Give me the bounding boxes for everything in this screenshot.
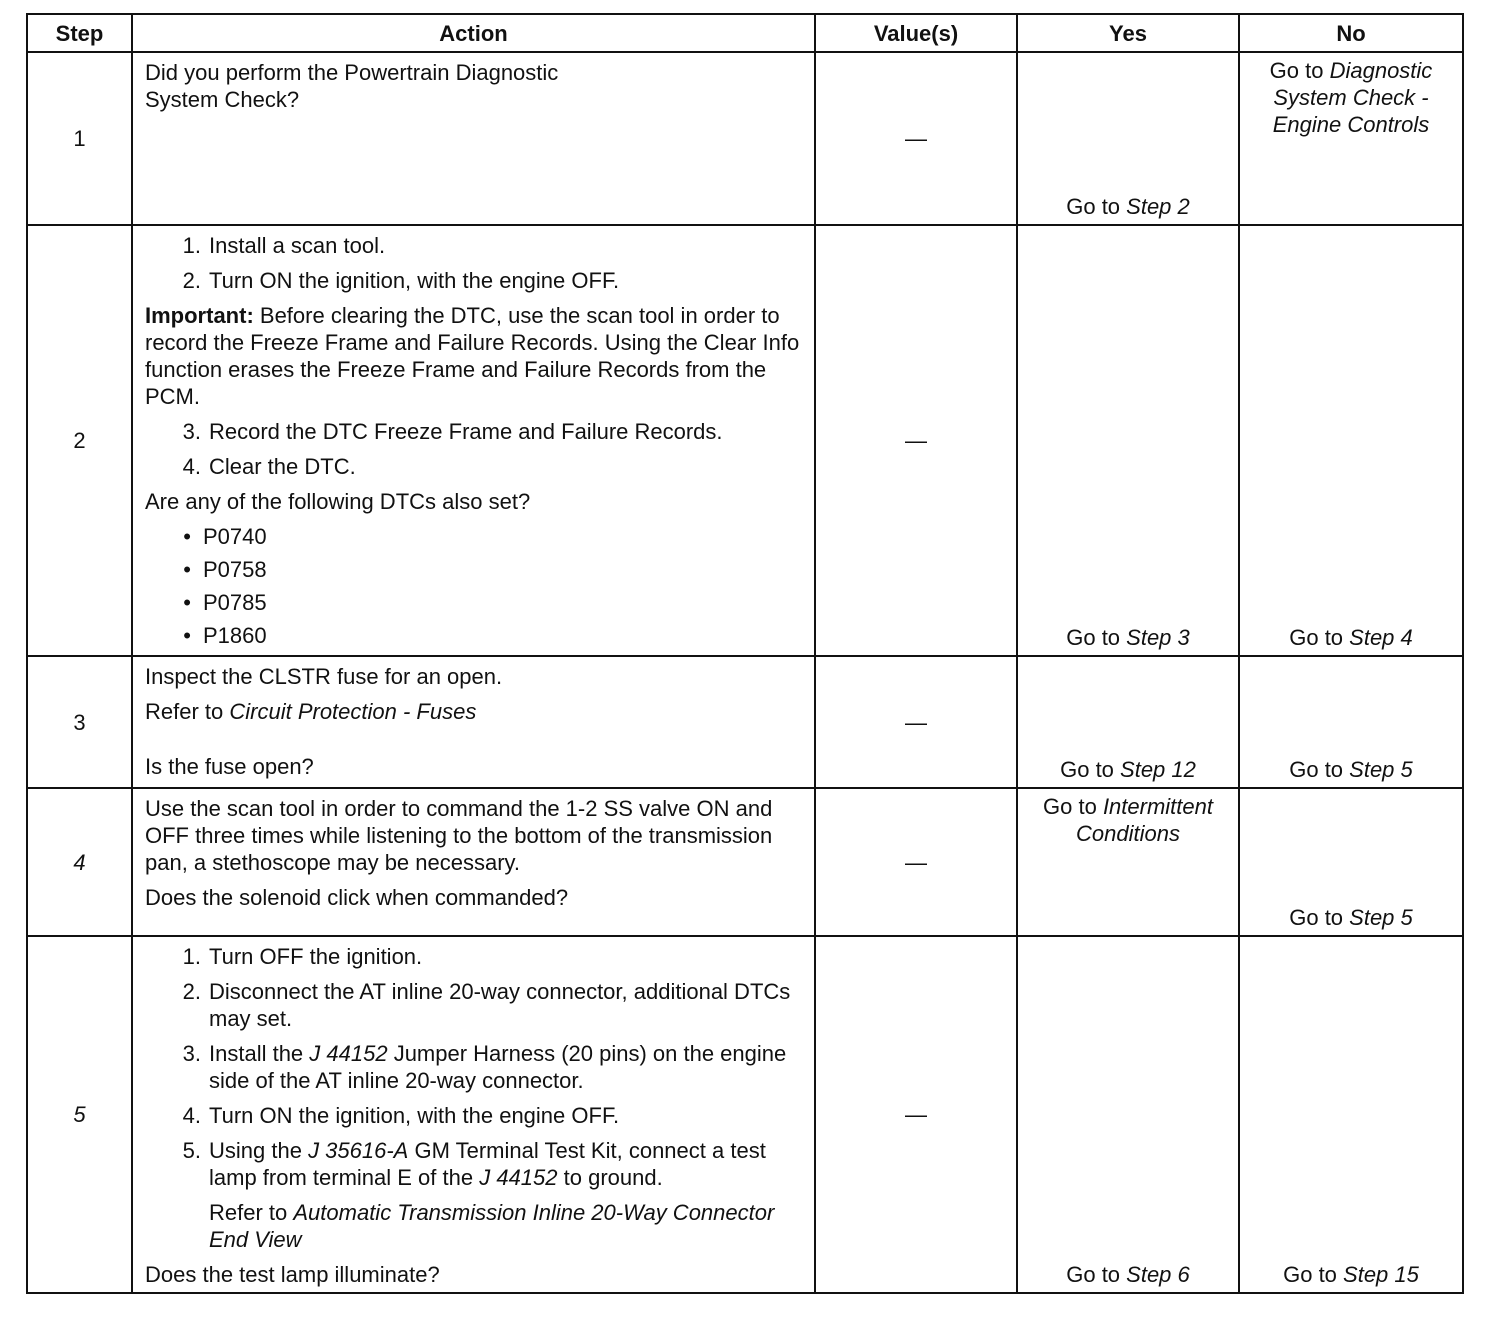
step-number: 4 <box>27 788 132 936</box>
question: Does the test lamp illuminate? <box>145 1262 440 1287</box>
list-item: 3. Record the DTC Freeze Frame and Failure Records. <box>182 419 723 444</box>
action-cell <box>132 52 815 225</box>
tool-ref: J 44152 <box>479 1165 558 1190</box>
header-action: Action <box>132 14 815 52</box>
bullet-item: • P0785 <box>183 590 267 615</box>
list-item: 1. Turn OFF the ignition. <box>182 944 423 969</box>
no-cell: Go to Step 4 <box>1239 225 1463 656</box>
value-cell: — <box>815 788 1017 936</box>
yes-link[interactable]: Intermittent Conditions <box>1076 794 1213 846</box>
value-cell: — <box>815 225 1017 656</box>
refer-line: Refer to Automatic Transmission Inline 20-Way Connector End View <box>209 1200 775 1252</box>
yes-link[interactable]: Step 6 <box>1126 1262 1190 1287</box>
no-cell: Go to Step 5 <box>1239 656 1463 788</box>
step-number: 3 <box>27 656 132 788</box>
yes-link[interactable]: Step 2 <box>1126 194 1190 219</box>
diagnostic-table <box>26 13 1464 1294</box>
list-item: 4. Turn ON the ignition, with the engine OFF. <box>182 1103 620 1128</box>
value-cell: — <box>815 52 1017 225</box>
value-cell: — <box>815 936 1017 1293</box>
bullet-item: • P1860 <box>183 623 267 648</box>
important-label: Important: <box>145 303 254 328</box>
refer-line: Refer to Circuit Protection - Fuses <box>145 699 477 724</box>
bullet-item: • P0740 <box>183 524 267 549</box>
yes-cell: Go to Step 12 <box>1017 656 1239 788</box>
value-cell: — <box>815 656 1017 788</box>
header-step: Step <box>27 14 132 52</box>
yes-prefix: Go to <box>1066 194 1127 219</box>
yes-cell <box>1017 52 1239 225</box>
action-text: Did you perform the Powertrain Diagnostic System Check? <box>145 60 559 112</box>
table-row <box>27 52 1463 225</box>
question: Does the solenoid click when commanded? <box>145 885 569 910</box>
yes-link[interactable]: Step 12 <box>1120 757 1196 782</box>
tool-ref: J 44152 <box>309 1041 388 1066</box>
question: Are any of the following DTCs also set? <box>145 489 531 514</box>
table-row <box>27 656 1463 788</box>
table-row <box>27 788 1463 936</box>
table-row <box>27 936 1463 1293</box>
list-item: 5. Using the J 35616-A GM Terminal Test Kit, connect a test lamp from terminal E of the J 44152 to ground. <box>182 1138 766 1190</box>
tool-ref: J 35616-A <box>308 1138 409 1163</box>
step-number: 1 <box>27 52 132 225</box>
no-link[interactable]: Step 4 <box>1349 625 1413 650</box>
list-item: 4. Clear the DTC. <box>182 454 356 479</box>
header-yes: Yes <box>1017 14 1239 52</box>
no-cell: Go to Step 5 <box>1239 788 1463 936</box>
no-cell <box>1239 52 1463 225</box>
header-row <box>27 14 1463 52</box>
no-link[interactable]: Step 5 <box>1349 757 1413 782</box>
question: Is the fuse open? <box>145 754 314 779</box>
action-cell <box>132 225 815 656</box>
action-cell <box>132 936 815 1293</box>
important-text: Before clearing the DTC, use the scan tool in order to record the Freeze Frame and Failure Records. Using the Clear Info function erases the Freeze Frame and Failure Records from the PCM. <box>145 303 800 409</box>
refer-link[interactable]: Circuit Protection - Fuses <box>229 699 477 724</box>
yes-cell: Go to Step 3 <box>1017 225 1239 656</box>
refer-link[interactable]: Automatic Transmission Inline 20-Way Connector End View <box>209 1200 775 1252</box>
yes-cell: Go to Intermittent Conditions <box>1017 788 1239 936</box>
header-no: No <box>1239 14 1463 52</box>
no-link[interactable]: Diagnostic System Check - Engine Controls <box>1272 58 1433 137</box>
list-item: 1. Install a scan tool. <box>182 233 386 258</box>
no-cell: Go to Step 15 <box>1239 936 1463 1293</box>
yes-cell: Go to Step 6 <box>1017 936 1239 1293</box>
action-cell: Use the scan tool in order to command the 1-2 SS valve ON and OFF three times while listening to the bottom of the transmission pan, a stethoscope may be necessary. Does the solenoid click when commanded? <box>132 788 815 936</box>
action-cell: Inspect the CLSTR fuse for an open. Refer to Circuit Protection - Fuses Is the fuse open? <box>132 656 815 788</box>
list-item: 3. Install the J 44152 Jumper Harness (20 pins) on the engine side of the AT inline 20-way connector. <box>182 1041 787 1093</box>
list-item: 2. Disconnect the AT inline 20-way connector, additional DTCs may set. <box>182 979 791 1031</box>
no-prefix: Go to <box>1269 58 1330 83</box>
table-row <box>27 225 1463 656</box>
bullet-item: • P0758 <box>183 557 267 582</box>
yes-link[interactable]: Step 3 <box>1126 625 1190 650</box>
step-number: 2 <box>27 225 132 656</box>
no-link[interactable]: Step 5 <box>1349 905 1413 930</box>
list-item: 2. Turn ON the ignition, with the engine OFF. <box>182 268 620 293</box>
no-link[interactable]: Step 15 <box>1343 1262 1419 1287</box>
step-number: 5 <box>27 936 132 1293</box>
important-note <box>145 302 804 410</box>
header-values: Value(s) <box>815 14 1017 52</box>
